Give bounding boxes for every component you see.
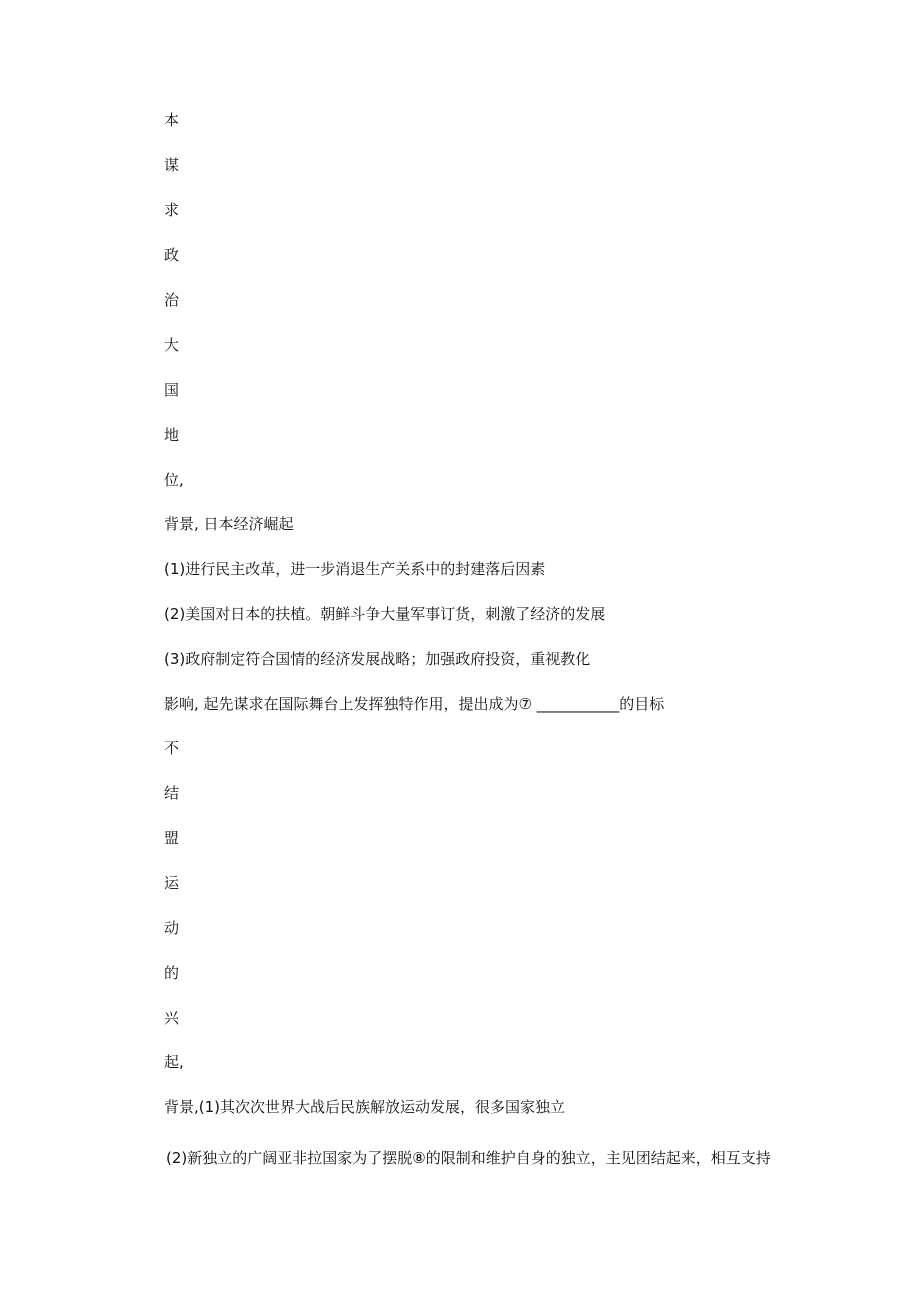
text-line: (1)进行民主改革，进一步消退生产关系中的封建落后因素 [164,560,546,578]
text-line: 兴 [164,1009,180,1027]
text-line: 起, [164,1053,184,1071]
section-heading-japan: 背景, 日本经济崛起 [164,515,294,533]
text-line: 的 [164,964,180,982]
text-line: 本 [164,111,180,129]
text-line: (2)美国对日本的扶植。朝鲜斗争大量军事订货，刺激了经济的发展 [164,605,606,623]
text-line-with-blank: 影响, 起先谋求在国际舞台上发挥独特作用，提出成为⑦ ___________的目标 [164,695,665,713]
text-line: 国 [164,381,180,399]
section-heading-nonaligned: 背景,(1)其次次世界大战后民族解放运动发展，很多国家独立 [164,1098,566,1116]
text-line: 治 [164,291,180,309]
text-line: 盟 [164,829,180,847]
text-line: 结 [164,784,180,802]
text-line: 求 [164,201,180,219]
text-line: 运 [164,874,180,892]
text-line: 位, [164,471,184,489]
text-line: 地 [164,426,180,444]
text-line: 政 [164,246,180,264]
text-line: 谋 [164,156,180,174]
text-line: 不 [164,739,180,757]
text-line: 动 [164,919,180,937]
text-line: 大 [164,336,180,354]
text-line: (2)新独立的广阔亚非拉国家为了摆脱⑧的限制和维护自身的独立，主见团结起来，相互支持 [166,1149,771,1167]
text-line: (3)政府制定符合国情的经济发展战略；加强政府投资，重视教化 [164,650,591,668]
